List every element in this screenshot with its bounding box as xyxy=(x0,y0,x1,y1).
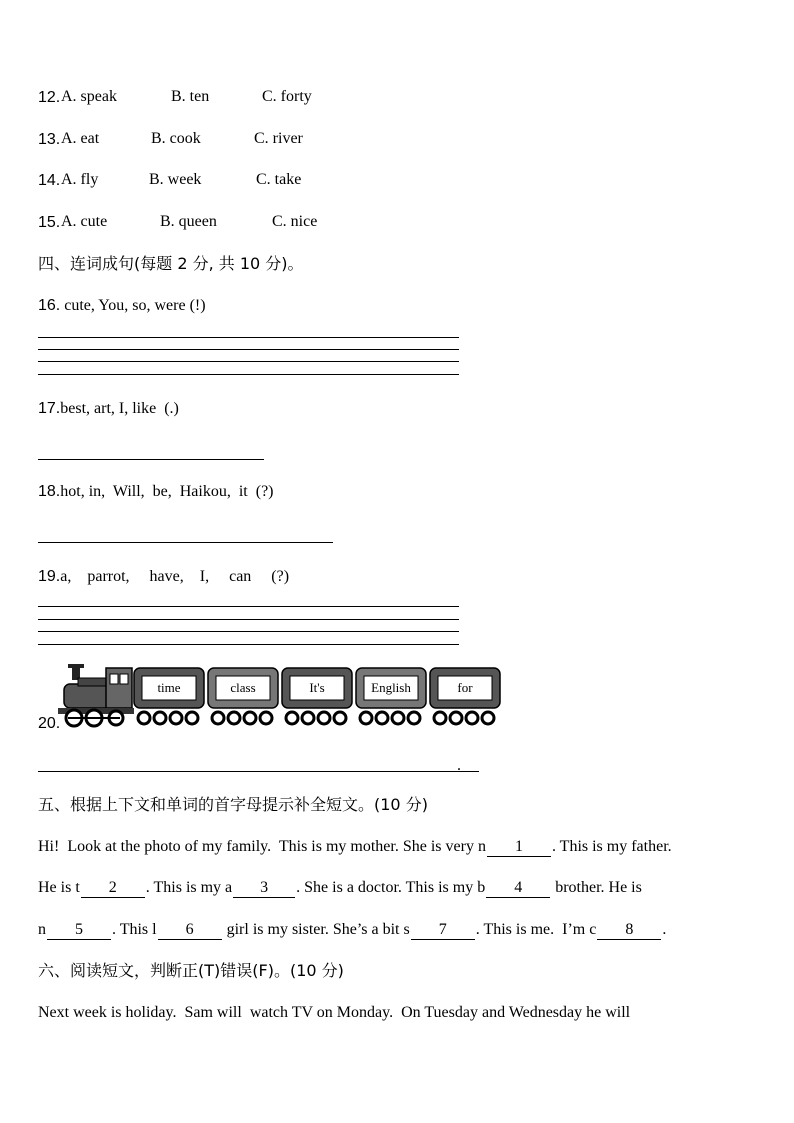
question-16 xyxy=(38,296,206,316)
question-number: 13. xyxy=(38,131,61,148)
option-c: C. take xyxy=(256,171,302,188)
option-c: C. river xyxy=(254,130,303,147)
option-b: B. queen xyxy=(160,213,217,230)
train-car-2[interactable] xyxy=(208,668,278,724)
train-car-3[interactable] xyxy=(282,668,352,724)
answer-line-18[interactable] xyxy=(38,542,333,543)
train-word-4: English xyxy=(371,680,411,695)
question-number: 15. xyxy=(38,214,61,231)
question-number: 12. xyxy=(38,89,61,106)
option-b: B. ten xyxy=(171,88,210,105)
blank-6[interactable]: 6 xyxy=(158,921,222,940)
answer-line xyxy=(38,361,459,362)
option-c: C. forty xyxy=(262,88,312,105)
answer-line xyxy=(38,606,459,607)
answer-line xyxy=(38,337,459,338)
train-car-5[interactable] xyxy=(430,668,500,724)
answer-line xyxy=(38,374,459,375)
question-19 xyxy=(38,567,289,587)
blank-1[interactable]: 1 xyxy=(487,838,551,857)
train-illustration xyxy=(58,664,504,728)
option-a: A. cute xyxy=(61,213,108,230)
option-c: C. nice xyxy=(272,213,318,230)
option-a: A. speak xyxy=(61,88,117,105)
question-number: 16. xyxy=(38,297,61,314)
blank-5[interactable]: 5 xyxy=(47,921,111,940)
train-word-2: class xyxy=(230,680,256,695)
passage-line-2: He is t 2 . This is my a 3 . She is a doctor. This is my b 4 brother. He is xyxy=(38,879,642,896)
train-word-1: time xyxy=(157,680,181,695)
train-word-5: for xyxy=(457,680,473,695)
answer-line xyxy=(38,349,459,350)
train-car-4[interactable] xyxy=(356,668,426,724)
question-number: 18. xyxy=(38,483,61,500)
train-car-1[interactable] xyxy=(134,668,204,724)
reading-passage-line-1: Next week is holiday. Sam will watch TV on Monday. On Tuesday and Wednesday he will xyxy=(38,1004,631,1021)
option-a: A. fly xyxy=(61,171,99,188)
question-number: 19. xyxy=(38,568,61,585)
locomotive-icon xyxy=(58,664,134,726)
option-b: B. week xyxy=(149,171,202,188)
blank-3[interactable]: 3 xyxy=(233,879,295,898)
answer-line-17[interactable] xyxy=(38,459,264,460)
passage-line-3: n 5 . This l 6 girl is my sister. She’s a bit s 7 . This is me. I’m c 8 . xyxy=(38,921,667,938)
question-number: 17. xyxy=(38,400,61,417)
section-5-title: 五、根据上下文和单词的首字母提示补全短文。(10 分) xyxy=(38,795,428,814)
question-text: best, art, I, like (.) xyxy=(60,400,179,417)
answer-line-20[interactable] xyxy=(38,771,479,772)
answer-line xyxy=(38,631,459,632)
question-18 xyxy=(38,482,274,502)
answer-period: . xyxy=(457,757,461,774)
blank-4[interactable]: 4 xyxy=(486,879,550,898)
passage-line-1: Hi! Look at the photo of my family. This is my mother. She is very n 1 . This is my father. xyxy=(38,838,672,855)
question-number: 14. xyxy=(38,172,61,189)
question-17 xyxy=(38,399,179,419)
question-text: a, parrot, have, I, can (?) xyxy=(60,568,290,585)
answer-line xyxy=(38,644,459,645)
option-b: B. cook xyxy=(151,130,201,147)
question-20-number: 20. xyxy=(38,715,61,732)
question-text: hot, in, Will, be, Haikou, it (?) xyxy=(60,483,274,500)
answer-line xyxy=(38,619,459,620)
section-4-title: 四、连词成句(每题 2 分, 共 10 分)。 xyxy=(38,254,304,273)
section-6-title: 六、阅读短文，判断正(T)错误(F)。(10 分) xyxy=(38,961,344,980)
option-a: A. eat xyxy=(61,130,100,147)
question-text: cute, You, so, were (!) xyxy=(64,297,206,314)
blank-7[interactable]: 7 xyxy=(411,921,475,940)
blank-8[interactable]: 8 xyxy=(597,921,661,940)
train-word-3: It's xyxy=(309,680,325,695)
blank-2[interactable]: 2 xyxy=(81,879,145,898)
